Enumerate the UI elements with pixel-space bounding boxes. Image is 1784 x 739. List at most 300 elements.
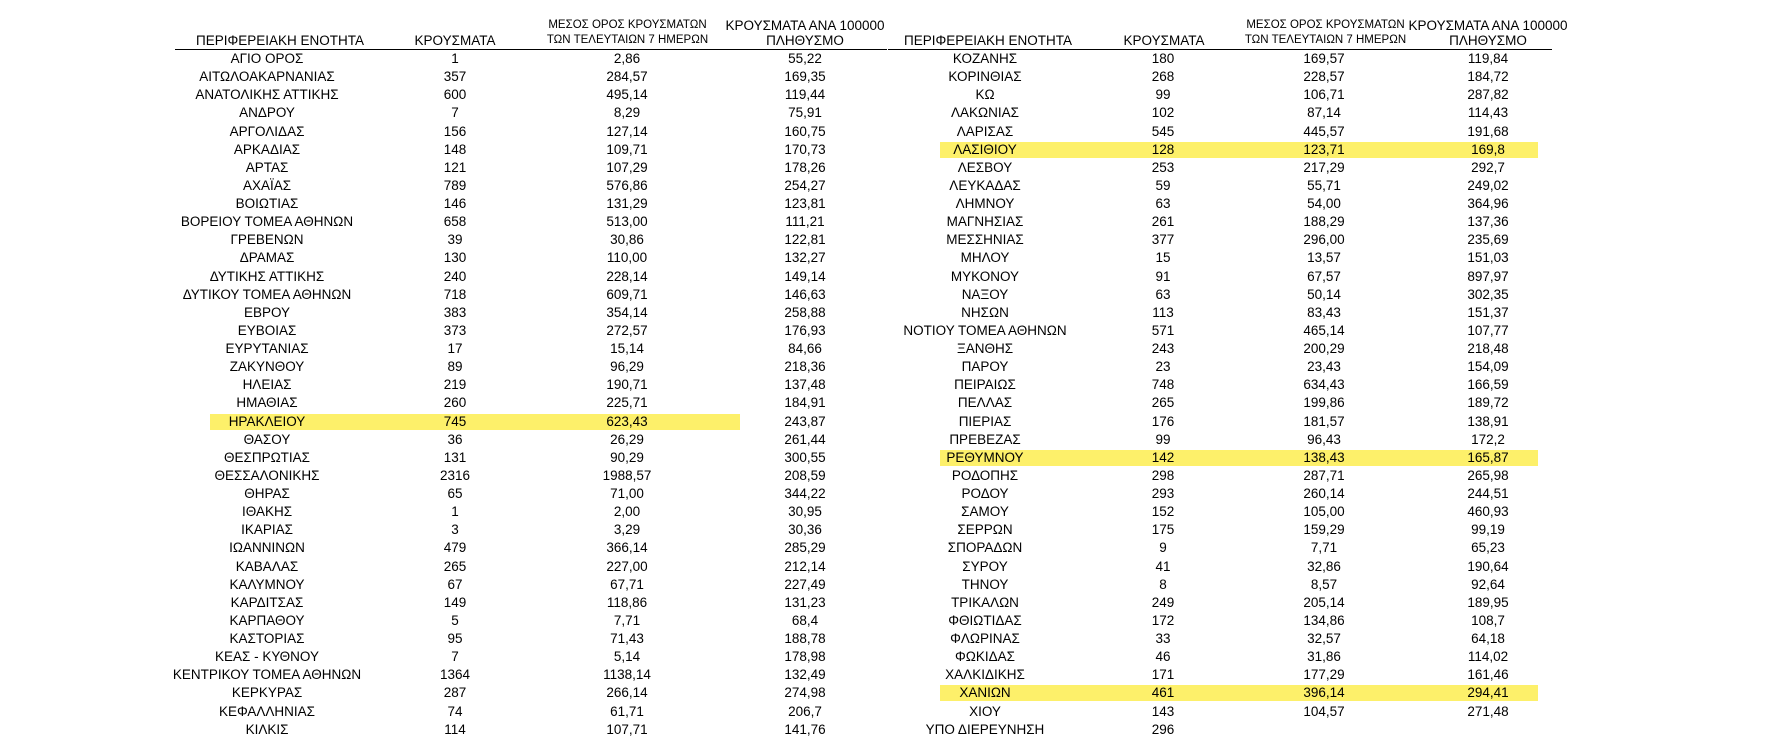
table-row [888,666,1552,684]
cell-cases: 176 [1151,413,1175,429]
cell-avg: 266,14 [606,685,648,701]
cell-per100k: 137,36 [1467,214,1509,230]
cell-region: ΛΑΡΙΣΑΣ [956,123,1014,139]
table-row [888,68,1552,86]
cell-avg: 177,29 [1303,667,1345,683]
cell-cases: 15 [1155,250,1171,266]
cell-avg: 366,14 [606,540,648,556]
table-row [888,268,1552,286]
cell-region: ΛΗΜΝΟΥ [955,196,1015,211]
table-row [888,286,1552,304]
table-row [888,50,1552,68]
cell-cases: 9 [1159,540,1167,556]
cell-region: ΠΙΕΡΙΑΣ [958,413,1012,429]
cell-avg: 8,57 [1310,576,1338,592]
table-row [175,413,887,431]
cell-region: ΚΑΣΤΟΡΙΑΣ [229,631,305,646]
cell-per100k: 261,44 [784,431,826,447]
cell-per100k [1378,721,1598,739]
cell-per100k: 189,72 [1467,395,1509,411]
header-region: ΠΕΡΙΦΕΡΕΙΑΚΗ ΕΝΟΤΗΤΑ [903,33,1073,48]
table-row [175,304,887,322]
cell-region: ΑΝΔΡΟΥ [239,105,295,121]
cell-per100k: 189,95 [1467,594,1509,610]
cell-per100k: 287,82 [1467,87,1509,103]
cell-avg: 190,71 [606,377,648,393]
cell-per100k: 302,35 [1467,286,1509,302]
cell-avg: 138,43 [1303,449,1345,465]
cell-per100k: 300,55 [784,449,826,465]
cell-region: ΚΕΝΤΡΙΚΟΥ ΤΟΜΕΑ ΑΘΗΝΩΝ [172,667,362,683]
table-header-left [175,12,887,50]
cell-cases: 63 [1155,196,1171,211]
cell-avg: 576,86 [606,177,648,193]
cell-cases: 152 [1151,504,1175,520]
cell-region: ΙΩΑΝΝΙΝΩΝ [229,540,305,556]
cell-region: ΝΑΞΟΥ [961,286,1009,302]
cell-avg: 23,43 [1307,359,1341,375]
table-row [175,86,887,104]
cell-region: ΡΕΘΥΜΝΟΥ [946,449,1024,465]
table-row [888,340,1552,358]
cell-region: ΝΟΤΙΟΥ ΤΟΜΕΑ ΑΘΗΝΩΝ [903,322,1067,338]
table-row [175,340,887,358]
table-row [888,249,1552,267]
cell-region: ΚΕΡΚΥΡΑΣ [231,685,303,701]
cell-cases: 89 [447,359,463,375]
cell-cases: 59 [1155,177,1171,193]
cell-region: ΗΡΑΚΛΕΙΟΥ [228,413,306,429]
cell-cases: 95 [447,631,463,646]
cell-avg: 225,71 [606,395,648,411]
cell-cases: 600 [443,87,467,103]
cell-avg: 284,57 [606,69,648,85]
table-header-right [888,12,1568,50]
cell-avg: 30,86 [610,232,644,248]
cell-avg: 5,14 [613,649,641,665]
cell-region: ΣΠΟΡΑΔΩΝ [947,540,1023,556]
cell-per100k: 190,64 [1467,558,1509,574]
cell-avg: 228,57 [1303,69,1345,85]
cell-avg: 200,29 [1303,341,1345,356]
table-row [175,449,887,467]
cell-per100k: 244,51 [1467,486,1509,501]
cell-cases: 146 [443,196,467,211]
table-row [888,431,1552,449]
cell-per100k: 265,98 [1467,467,1509,483]
cell-per100k: 64,18 [1471,631,1505,646]
table-row [175,141,887,159]
cell-avg: 90,29 [610,449,644,465]
cell-cases: 36 [447,431,463,447]
header-avg-line1: ΜΕΣΟΣ ΟΡΟΣ ΚΡΟΥΣΜΑΤΩΝ [548,19,707,31]
cell-cases: 545 [1151,123,1175,139]
table-row [175,539,887,557]
table-body-left [172,50,887,739]
cell-per100k: 165,87 [1467,449,1509,465]
cell-per100k: 176,93 [784,322,826,338]
cell-avg: 55,71 [1307,177,1341,193]
cell-per100k: 149,14 [784,268,826,284]
table-row [175,322,887,340]
cell-avg: 205,14 [1303,594,1345,610]
cell-cases: 479 [443,540,467,556]
cell-per100k: 227,49 [784,576,826,592]
cell-per100k: 146,63 [784,286,826,302]
cell-cases: 156 [443,123,467,139]
table-row [175,50,887,68]
cell-region: ΑΧΑΪΑΣ [242,177,292,193]
cell-per100k: 75,91 [788,105,822,121]
table-row [175,195,887,213]
cell-cases: 130 [443,250,467,266]
table-row [175,521,887,539]
table-row [175,268,887,286]
cell-region: ΣΥΡΟΥ [962,558,1008,574]
cell-region: ΤΡΙΚΑΛΩΝ [951,594,1019,610]
header-per-100k [705,18,905,48]
table-row [888,521,1552,539]
cell-avg: 96,43 [1307,431,1341,447]
table-row [888,177,1552,195]
cell-per100k: 184,91 [784,395,826,411]
cell-region: ΒΟΡΕΙΟΥ ΤΟΜΕΑ ΑΘΗΝΩΝ [180,214,354,230]
table-row [175,503,887,521]
cell-region: ΚΕΦΑΛΛΗΝΙΑΣ [218,703,316,719]
cell-avg: 445,57 [1303,123,1345,139]
table-row [888,558,1552,576]
cell-avg: 228,14 [606,268,648,284]
cell-region: ΔΥΤΙΚΗΣ ΑΤΤΙΚΗΣ [209,268,325,284]
header-per100k-line1: ΚΡΟΥΣΜΑΤΑ ΑΝΑ 100000 [725,18,885,33]
cell-avg: 71,43 [610,631,644,646]
table-row [175,431,887,449]
cell-cases: 745 [443,413,467,429]
cell-region: ΤΗΝΟΥ [961,576,1009,592]
cell-per100k: 161,46 [1467,667,1509,683]
cell-avg: 7,71 [613,612,641,628]
cell-cases: 357 [443,69,467,85]
cell-region: ΣΑΜΟΥ [961,504,1009,520]
table-row [175,68,887,86]
cell-avg: 634,43 [1303,377,1345,393]
cell-per100k: 285,29 [784,540,826,556]
cell-per100k: 114,02 [1467,649,1509,665]
cell-region: ΛΕΣΒΟΥ [957,159,1013,175]
cell-cases: 17 [447,341,463,356]
cell-per100k: 208,59 [784,467,826,483]
cell-cases: 8 [1159,576,1167,592]
cell-avg: 107,29 [606,159,648,175]
cell-per100k: 141,76 [784,721,826,737]
cell-per100k: 132,27 [784,250,826,266]
cell-region: ΦΘΙΩΤΙΔΑΣ [948,612,1022,628]
cell-avg: 123,71 [1303,141,1345,157]
cell-avg: 2,86 [613,51,641,66]
header-cases: ΚΡΟΥΣΜΑΤΑ [414,33,496,48]
cases-table-left [172,12,887,739]
table-row [175,249,887,267]
cell-region: ΚΕΑΣ - ΚΥΘΝΟΥ [215,649,319,665]
cell-per100k: 166,59 [1467,377,1509,393]
cell-per100k: 235,69 [1467,232,1509,248]
cell-per100k: 30,95 [788,504,822,520]
cell-cases: 41 [1155,558,1171,574]
cell-cases: 46 [1155,649,1171,665]
cell-avg: 134,86 [1303,612,1345,628]
cell-avg: 159,29 [1303,522,1345,538]
header-per-100k [1408,18,1568,48]
cell-avg: 513,00 [606,214,648,230]
cell-per100k: 169,35 [784,69,826,85]
cell-region: ΑΡΤΑΣ [245,159,289,175]
cell-avg: 169,57 [1303,51,1345,66]
cell-per100k: 292,7 [1471,159,1505,175]
cell-avg: 623,43 [606,413,648,429]
cell-cases: 121 [443,159,467,175]
cell-avg: 26,29 [610,431,644,447]
table-row [175,576,887,594]
cell-region: ΓΡΕΒΕΝΩΝ [230,232,304,248]
cell-region: ΧΑΝΙΩΝ [959,685,1011,701]
table-row [888,684,1552,702]
cell-avg: 32,57 [1307,631,1341,646]
cell-region: ΝΗΣΩΝ [961,304,1009,320]
cell-region: ΚΑΒΑΛΑΣ [235,558,299,574]
cell-avg: 105,00 [1303,504,1345,520]
table-row [175,213,887,231]
cell-cases: 149 [443,594,467,610]
cell-cases: 265 [1151,395,1175,411]
cell-per100k: 30,36 [788,522,822,538]
table-row [175,358,887,376]
cell-per100k: 119,84 [1467,51,1509,66]
cell-region: ΡΟΔΟΥ [961,486,1009,501]
cell-cases: 172 [1151,612,1175,628]
cell-avg: 118,86 [606,594,648,610]
cell-region: ΖΑΚΥΝΘΟΥ [229,359,305,375]
cell-cases: 789 [443,177,467,193]
cell-per100k: 218,48 [1467,341,1509,356]
table-row [888,721,1552,739]
cell-avg: 50,14 [1307,286,1341,302]
table-row [888,612,1552,630]
cell-cases: 65 [447,486,463,501]
cell-per100k: 172,2 [1471,431,1505,447]
cell-avg: 465,14 [1303,322,1345,338]
cell-region: ΗΜΑΘΙΑΣ [236,395,298,411]
cell-per100k: 897,97 [1467,268,1509,284]
cell-per100k: 138,91 [1467,413,1509,429]
cell-per100k: 92,64 [1471,576,1505,592]
cell-avg: 96,29 [610,359,644,375]
cell-region: ΚΩ [975,87,995,103]
table-row [888,703,1552,721]
cell-region: ΧΑΛΚΙΔΙΚΗΣ [945,667,1025,683]
cell-avg: 260,14 [1303,486,1345,501]
cell-cases: 91 [1155,268,1171,284]
cell-cases: 377 [1151,232,1175,248]
table-row [888,376,1552,394]
cell-cases: 74 [447,703,463,719]
header-per100k-line2: ΠΛΗΘΥΣΜΟ [1449,33,1527,48]
cell-per100k: 123,81 [784,196,826,211]
cell-region: ΑΓΙΟ ΟΡΟΣ [230,51,304,66]
header-avg-line1: ΜΕΣΟΣ ΟΡΟΣ ΚΡΟΥΣΜΑΤΩΝ [1246,19,1405,31]
cell-per100k: 151,37 [1467,304,1509,320]
cell-per100k: 111,21 [785,214,825,230]
table-row [175,648,887,666]
table-row [888,630,1552,648]
cell-region: ΦΛΩΡΙΝΑΣ [950,631,1020,646]
header-avg-line2: ΤΩΝ ΤΕΛΕΥΤΑΙΩΝ 7 ΗΜΕΡΩΝ [1244,34,1407,46]
cell-per100k: 170,73 [784,141,826,157]
cell-avg: 107,71 [606,721,648,737]
cell-cases: 67 [447,576,463,592]
cell-avg: 8,29 [613,105,641,121]
cell-per100k: 206,7 [788,703,822,719]
cell-cases: 5 [451,612,459,628]
cell-region: ΜΑΓΝΗΣΙΑΣ [946,214,1024,230]
cell-region: ΗΛΕΙΑΣ [242,377,292,393]
cell-per100k: 137,48 [784,377,826,393]
table-row [175,485,887,503]
cell-region: ΚΟΡΙΝΘΙΑΣ [948,69,1022,85]
cell-cases: 260 [443,395,467,411]
table-row [175,104,887,122]
table-row [175,376,887,394]
table-row [175,123,887,141]
cell-cases: 748 [1151,377,1175,393]
cell-avg: 1138,14 [603,667,651,683]
table-row [888,413,1552,431]
cell-per100k: 188,78 [784,631,826,646]
cell-per100k: 151,03 [1467,250,1509,266]
cell-per100k: 460,93 [1467,504,1509,520]
cell-cases: 240 [443,268,467,284]
cell-cases: 128 [1151,141,1175,157]
cell-avg: 396,14 [1303,685,1345,701]
table-row [172,666,887,684]
table-row [175,467,887,485]
cell-avg: 13,57 [1307,250,1341,266]
cell-cases: 171 [1151,667,1175,683]
table-row [888,394,1552,412]
table-row [175,286,887,304]
cell-per100k: 108,7 [1471,612,1505,628]
cell-cases: 243 [1151,341,1175,356]
cell-region: ΛΑΣΙΘΙΟΥ [953,141,1017,157]
cell-avg: 354,14 [606,304,648,320]
cell-avg: 609,71 [606,286,648,302]
cell-avg: 199,86 [1303,395,1345,411]
cell-per100k: 119,44 [784,87,826,103]
table-row [888,86,1552,104]
cell-cases: 63 [1155,286,1171,302]
cell-cases: 23 [1155,359,1171,375]
cell-avg: 31,86 [1307,649,1341,665]
cell-per100k: 274,98 [784,685,826,701]
cell-cases: 718 [443,286,467,302]
cell-avg: 272,57 [606,322,648,338]
cell-avg: 15,14 [610,341,644,356]
cell-avg: 54,00 [1307,196,1341,211]
cell-per100k: 212,14 [784,558,826,574]
cell-cases: 99 [1155,431,1171,447]
cell-avg: 61,71 [610,703,644,719]
cell-per100k: 65,23 [1471,540,1505,556]
cell-avg: 83,43 [1307,304,1341,320]
cell-region: ΛΕΥΚΑΔΑΣ [949,177,1021,193]
header-avg-7-days [1223,18,1428,48]
cell-cases: 2316 [439,467,471,483]
cell-avg: 188,29 [1303,214,1345,230]
cell-cases: 249 [1151,594,1175,610]
cell-avg: 3,29 [613,522,641,538]
cell-cases: 99 [1155,87,1171,103]
table-row [888,648,1552,666]
table-row [175,612,887,630]
cell-cases: 287 [443,685,467,701]
cell-region: ΞΑΝΘΗΣ [956,341,1014,356]
cell-per100k: 184,72 [1467,69,1509,85]
cell-per100k: 191,68 [1467,123,1509,139]
cell-avg: 104,57 [1303,703,1345,719]
cell-avg: 217,29 [1303,159,1345,175]
cell-region: ΙΘΑΚΗΣ [241,504,293,520]
cell-region: ΜΗΛΟΥ [960,250,1010,266]
cell-region: ΔΡΑΜΑΣ [239,250,295,266]
cell-region: ΑΡΚΑΔΙΑΣ [233,141,301,157]
cell-per100k: 160,75 [784,123,826,139]
header-avg-7-days [520,18,735,48]
cell-cases: 113 [1152,304,1174,320]
cases-table-right [888,12,1568,739]
cell-cases: 298 [1151,467,1175,483]
cell-cases: 383 [443,304,467,320]
cell-per100k: 178,98 [784,649,826,665]
cell-cases: 261 [1151,214,1175,230]
cell-cases: 1 [451,51,459,66]
cell-per100k: 258,88 [784,304,826,320]
table-row [175,630,887,648]
cell-avg: 181,57 [1303,413,1345,429]
cell-avg: 32,86 [1307,558,1341,574]
cell-region: ΦΩΚΙΔΑΣ [955,649,1015,665]
header-per100k-line1: ΚΡΟΥΣΜΑΤΑ ΑΝΑ 100000 [1408,18,1568,33]
table-row [175,231,887,249]
cell-avg: 127,14 [606,123,648,139]
cell-per100k: 68,4 [791,612,819,628]
cell-region: ΔΥΤΙΚΟΥ ΤΟΜΕΑ ΑΘΗΝΩΝ [182,286,352,302]
cell-per100k: 249,02 [1467,177,1509,193]
cell-cases: 658 [443,214,467,230]
table-row [175,159,887,177]
cell-region: ΕΥΡΥΤΑΝΙΑΣ [225,341,309,356]
cell-avg: 109,71 [606,141,648,157]
cell-per100k: 271,48 [1467,703,1509,719]
cell-avg: 71,00 [610,486,644,501]
cell-cases: 373 [443,322,467,338]
cell-per100k: 243,87 [784,413,826,429]
cell-cases: 253 [1151,159,1175,175]
table-row [175,703,887,721]
cell-region: ΧΙΟΥ [969,703,1001,719]
cell-cases: 571 [1151,322,1175,338]
cell-cases: 293 [1151,486,1175,501]
table-row [888,159,1552,177]
cell-per100k: 122,81 [784,232,826,248]
